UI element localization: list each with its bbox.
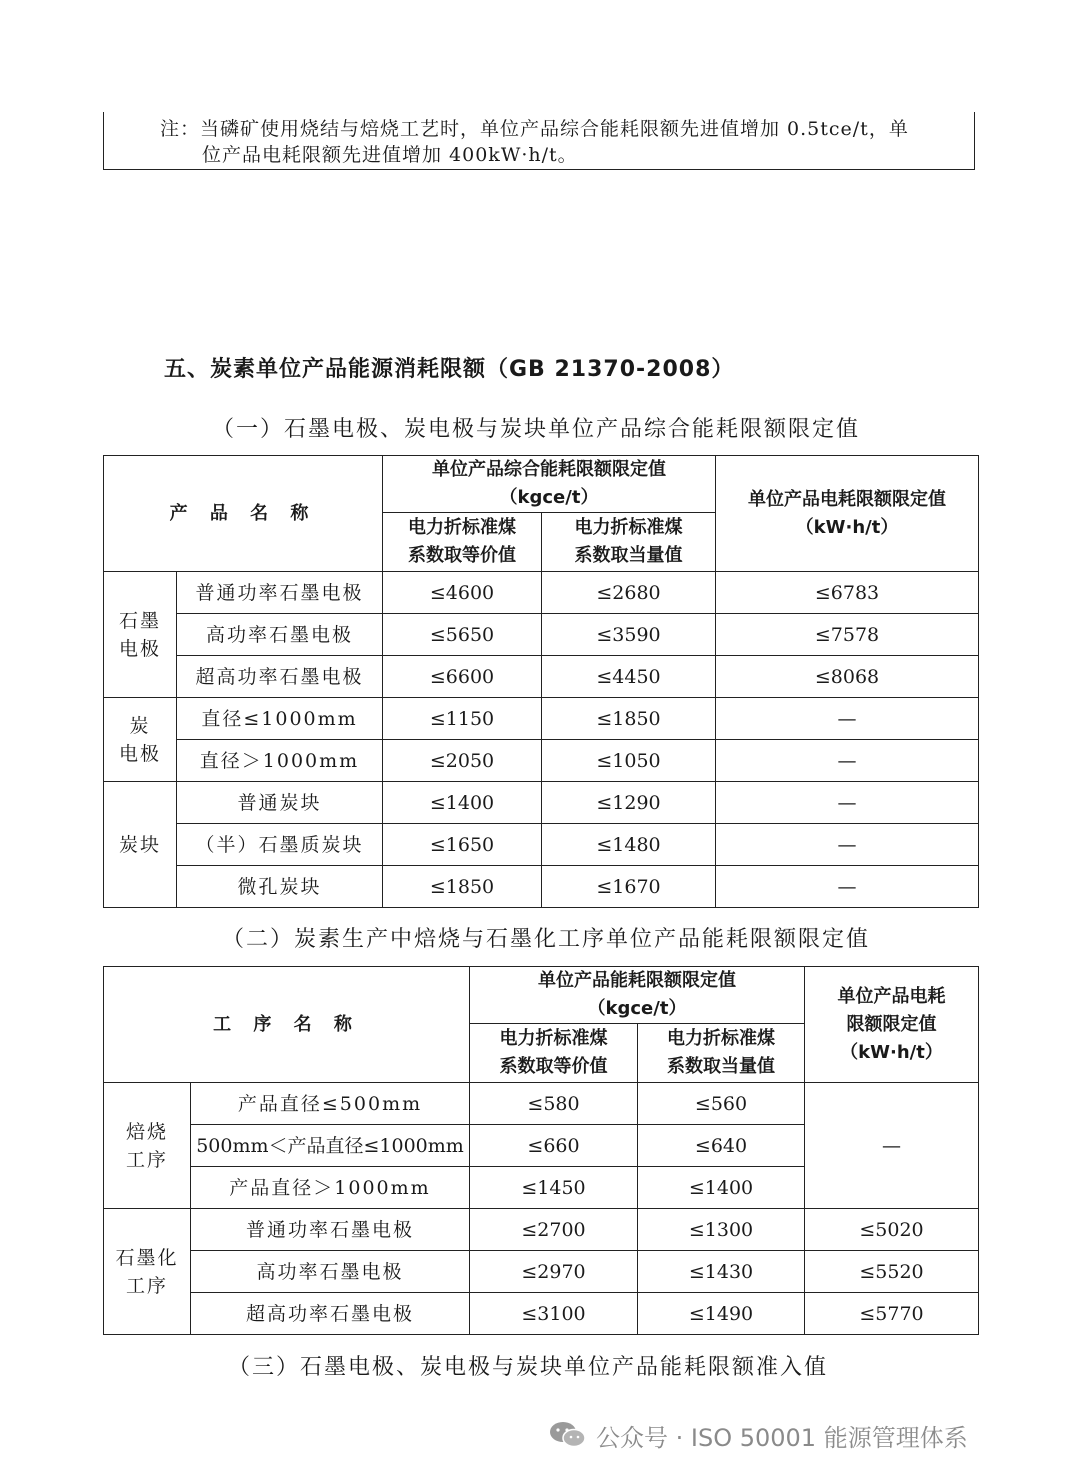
equal-value: ≤3100 bbox=[470, 1293, 638, 1335]
equal-value: ≤660 bbox=[470, 1125, 638, 1167]
table-row bbox=[104, 824, 979, 866]
category-line1: 焙烧 bbox=[125, 1120, 168, 1143]
product-name: 高功率石墨电极 bbox=[177, 614, 383, 656]
table-row bbox=[104, 866, 979, 908]
power-value: — bbox=[805, 1083, 979, 1209]
table2-header-group bbox=[470, 967, 805, 1024]
table2-header-power-line2: 限额限定值 bbox=[846, 1013, 937, 1035]
table2-header-power bbox=[805, 967, 979, 1083]
equal-value: ≤1150 bbox=[383, 698, 542, 740]
power-value: — bbox=[716, 740, 979, 782]
table1-header-power bbox=[716, 456, 979, 572]
table-row bbox=[104, 782, 979, 824]
product-name: （半）石墨质炭块 bbox=[177, 824, 383, 866]
equal-value: ≤4600 bbox=[383, 572, 542, 614]
product-name: 直径≤1000mm bbox=[177, 698, 383, 740]
table1-header-group-unit: （kgce/t） bbox=[499, 487, 599, 508]
table1-category-carbon-electrode bbox=[104, 698, 177, 782]
table-row bbox=[104, 1293, 979, 1335]
process-name: 500mm＜产品直径≤1000mm bbox=[191, 1125, 470, 1167]
equal-value: ≤1450 bbox=[470, 1167, 638, 1209]
equal-value: ≤6600 bbox=[383, 656, 542, 698]
current-value: ≤1480 bbox=[542, 824, 716, 866]
table1-header-current bbox=[542, 513, 716, 572]
table1-header-power-unit: （kW·h/t） bbox=[795, 516, 899, 538]
table1-category-carbon-block: 炭块 bbox=[104, 782, 177, 908]
table3-title: （三）石墨电极、炭电极与炭块单位产品能耗限额准入值 bbox=[228, 1355, 829, 1380]
power-value: ≤7578 bbox=[716, 614, 979, 656]
current-value: ≤1850 bbox=[542, 698, 716, 740]
power-value: — bbox=[716, 782, 979, 824]
table2-header-equal-line1: 电力折标准煤 bbox=[499, 1028, 608, 1049]
current-value: ≤560 bbox=[638, 1083, 805, 1125]
note-box bbox=[103, 112, 975, 170]
category-line2: 工序 bbox=[125, 1274, 168, 1297]
current-value: ≤1290 bbox=[542, 782, 716, 824]
current-value: ≤1430 bbox=[638, 1251, 805, 1293]
table-row bbox=[104, 656, 979, 698]
power-value: ≤5520 bbox=[805, 1251, 979, 1293]
product-name: 普通功率石墨电极 bbox=[177, 572, 383, 614]
process-name: 普通功率石墨电极 bbox=[191, 1209, 470, 1251]
power-value: ≤5770 bbox=[805, 1293, 979, 1335]
equal-value: ≤2050 bbox=[383, 740, 542, 782]
table2-header-name: 工 序 名 称 bbox=[104, 967, 470, 1083]
power-value: — bbox=[716, 866, 979, 908]
watermark-text: 公众号 · ISO 50001 能源管理体系 bbox=[596, 1423, 968, 1452]
process-name: 超高功率石墨电极 bbox=[191, 1293, 470, 1335]
table2-category-roasting bbox=[104, 1083, 191, 1209]
table2 bbox=[103, 966, 979, 1335]
table2-header-equal bbox=[470, 1024, 638, 1083]
current-value: ≤3590 bbox=[542, 614, 716, 656]
table1 bbox=[103, 455, 979, 908]
table-row bbox=[104, 1251, 979, 1293]
equal-value: ≤1850 bbox=[383, 866, 542, 908]
current-value: ≤1050 bbox=[542, 740, 716, 782]
equal-value: ≤2700 bbox=[470, 1209, 638, 1251]
product-name: 直径＞1000mm bbox=[177, 740, 383, 782]
table1-header-current-line2: 系数取当量值 bbox=[574, 545, 683, 566]
category-line2: 电极 bbox=[118, 637, 161, 660]
power-value: — bbox=[716, 824, 979, 866]
table2-header-group-label: 单位产品能耗限额限定值 bbox=[538, 970, 736, 991]
power-value: ≤8068 bbox=[716, 656, 979, 698]
current-value: ≤4450 bbox=[542, 656, 716, 698]
section-title: 五、炭素单位产品能源消耗限额（GB 21370-2008） bbox=[164, 357, 735, 382]
equal-value: ≤1650 bbox=[383, 824, 542, 866]
table-row bbox=[104, 698, 979, 740]
table1-category-graphite-electrode bbox=[104, 572, 177, 698]
equal-value: ≤2970 bbox=[470, 1251, 638, 1293]
equal-value: ≤580 bbox=[470, 1083, 638, 1125]
table2-header-power-line1: 单位产品电耗 bbox=[837, 985, 946, 1007]
wechat-icon bbox=[548, 1420, 588, 1450]
current-value: ≤2680 bbox=[542, 572, 716, 614]
table2-title: （二）炭素生产中焙烧与石墨化工序单位产品能耗限额限定值 bbox=[222, 927, 871, 952]
table2-header-equal-line2: 系数取等价值 bbox=[499, 1056, 608, 1077]
category-line1: 石墨 bbox=[118, 609, 161, 632]
equal-value: ≤5650 bbox=[383, 614, 542, 656]
category-line2: 工序 bbox=[125, 1148, 168, 1171]
table2-header-current-line2: 系数取当量值 bbox=[667, 1056, 775, 1077]
table1-header-group-label: 单位产品综合能耗限额限定值 bbox=[432, 459, 666, 480]
power-value: ≤6783 bbox=[716, 572, 979, 614]
table1-header-current-line1: 电力折标准煤 bbox=[574, 517, 683, 538]
table1-header-name: 产 品 名 称 bbox=[104, 456, 383, 572]
power-value: ≤5020 bbox=[805, 1209, 979, 1251]
table-row bbox=[104, 1209, 979, 1251]
table1-title: （一）石墨电极、炭电极与炭块单位产品综合能耗限额限定值 bbox=[212, 417, 861, 442]
table-row bbox=[104, 740, 979, 782]
table-row bbox=[104, 1083, 979, 1125]
table2-header-current bbox=[638, 1024, 805, 1083]
table1-header-equal-line1: 电力折标准煤 bbox=[408, 517, 516, 538]
table2-header-group-unit: （kgce/t） bbox=[587, 998, 687, 1019]
category-line2: 电极 bbox=[118, 742, 161, 765]
product-name: 普通炭块 bbox=[177, 782, 383, 824]
table-row bbox=[104, 614, 979, 656]
process-name: 高功率石墨电极 bbox=[191, 1251, 470, 1293]
power-value: — bbox=[716, 698, 979, 740]
table1-header-power-label: 单位产品电耗限额限定值 bbox=[748, 488, 946, 510]
watermark bbox=[548, 1418, 968, 1452]
product-name: 微孔炭块 bbox=[177, 866, 383, 908]
category-line1: 石墨化 bbox=[115, 1246, 179, 1269]
table1-header-group bbox=[383, 456, 716, 513]
product-name: 超高功率石墨电极 bbox=[177, 656, 383, 698]
equal-value: ≤1400 bbox=[383, 782, 542, 824]
current-value: ≤1490 bbox=[638, 1293, 805, 1335]
current-value: ≤1400 bbox=[638, 1167, 805, 1209]
table1-header-equal bbox=[383, 513, 542, 572]
table2-header-power-line3: （kW·h/t） bbox=[840, 1041, 943, 1063]
table-row bbox=[104, 572, 979, 614]
current-value: ≤1670 bbox=[542, 866, 716, 908]
note-line-2: 位产品电耗限额先进值增加 400kW·h/t。 bbox=[202, 144, 578, 166]
process-name: 产品直径≤500mm bbox=[191, 1083, 470, 1125]
current-value: ≤640 bbox=[638, 1125, 805, 1167]
table2-header-current-line1: 电力折标准煤 bbox=[667, 1028, 775, 1049]
table2-category-graphitization bbox=[104, 1209, 191, 1335]
note-line-1: 注：当磷矿使用烧结与焙烧工艺时，单位产品综合能耗限额先进值增加 0.5tce/t，单 bbox=[160, 118, 909, 140]
table1-header-equal-line2: 系数取等价值 bbox=[408, 545, 516, 566]
process-name: 产品直径＞1000mm bbox=[191, 1167, 470, 1209]
current-value: ≤1300 bbox=[638, 1209, 805, 1251]
category-line1: 炭 bbox=[129, 714, 151, 737]
